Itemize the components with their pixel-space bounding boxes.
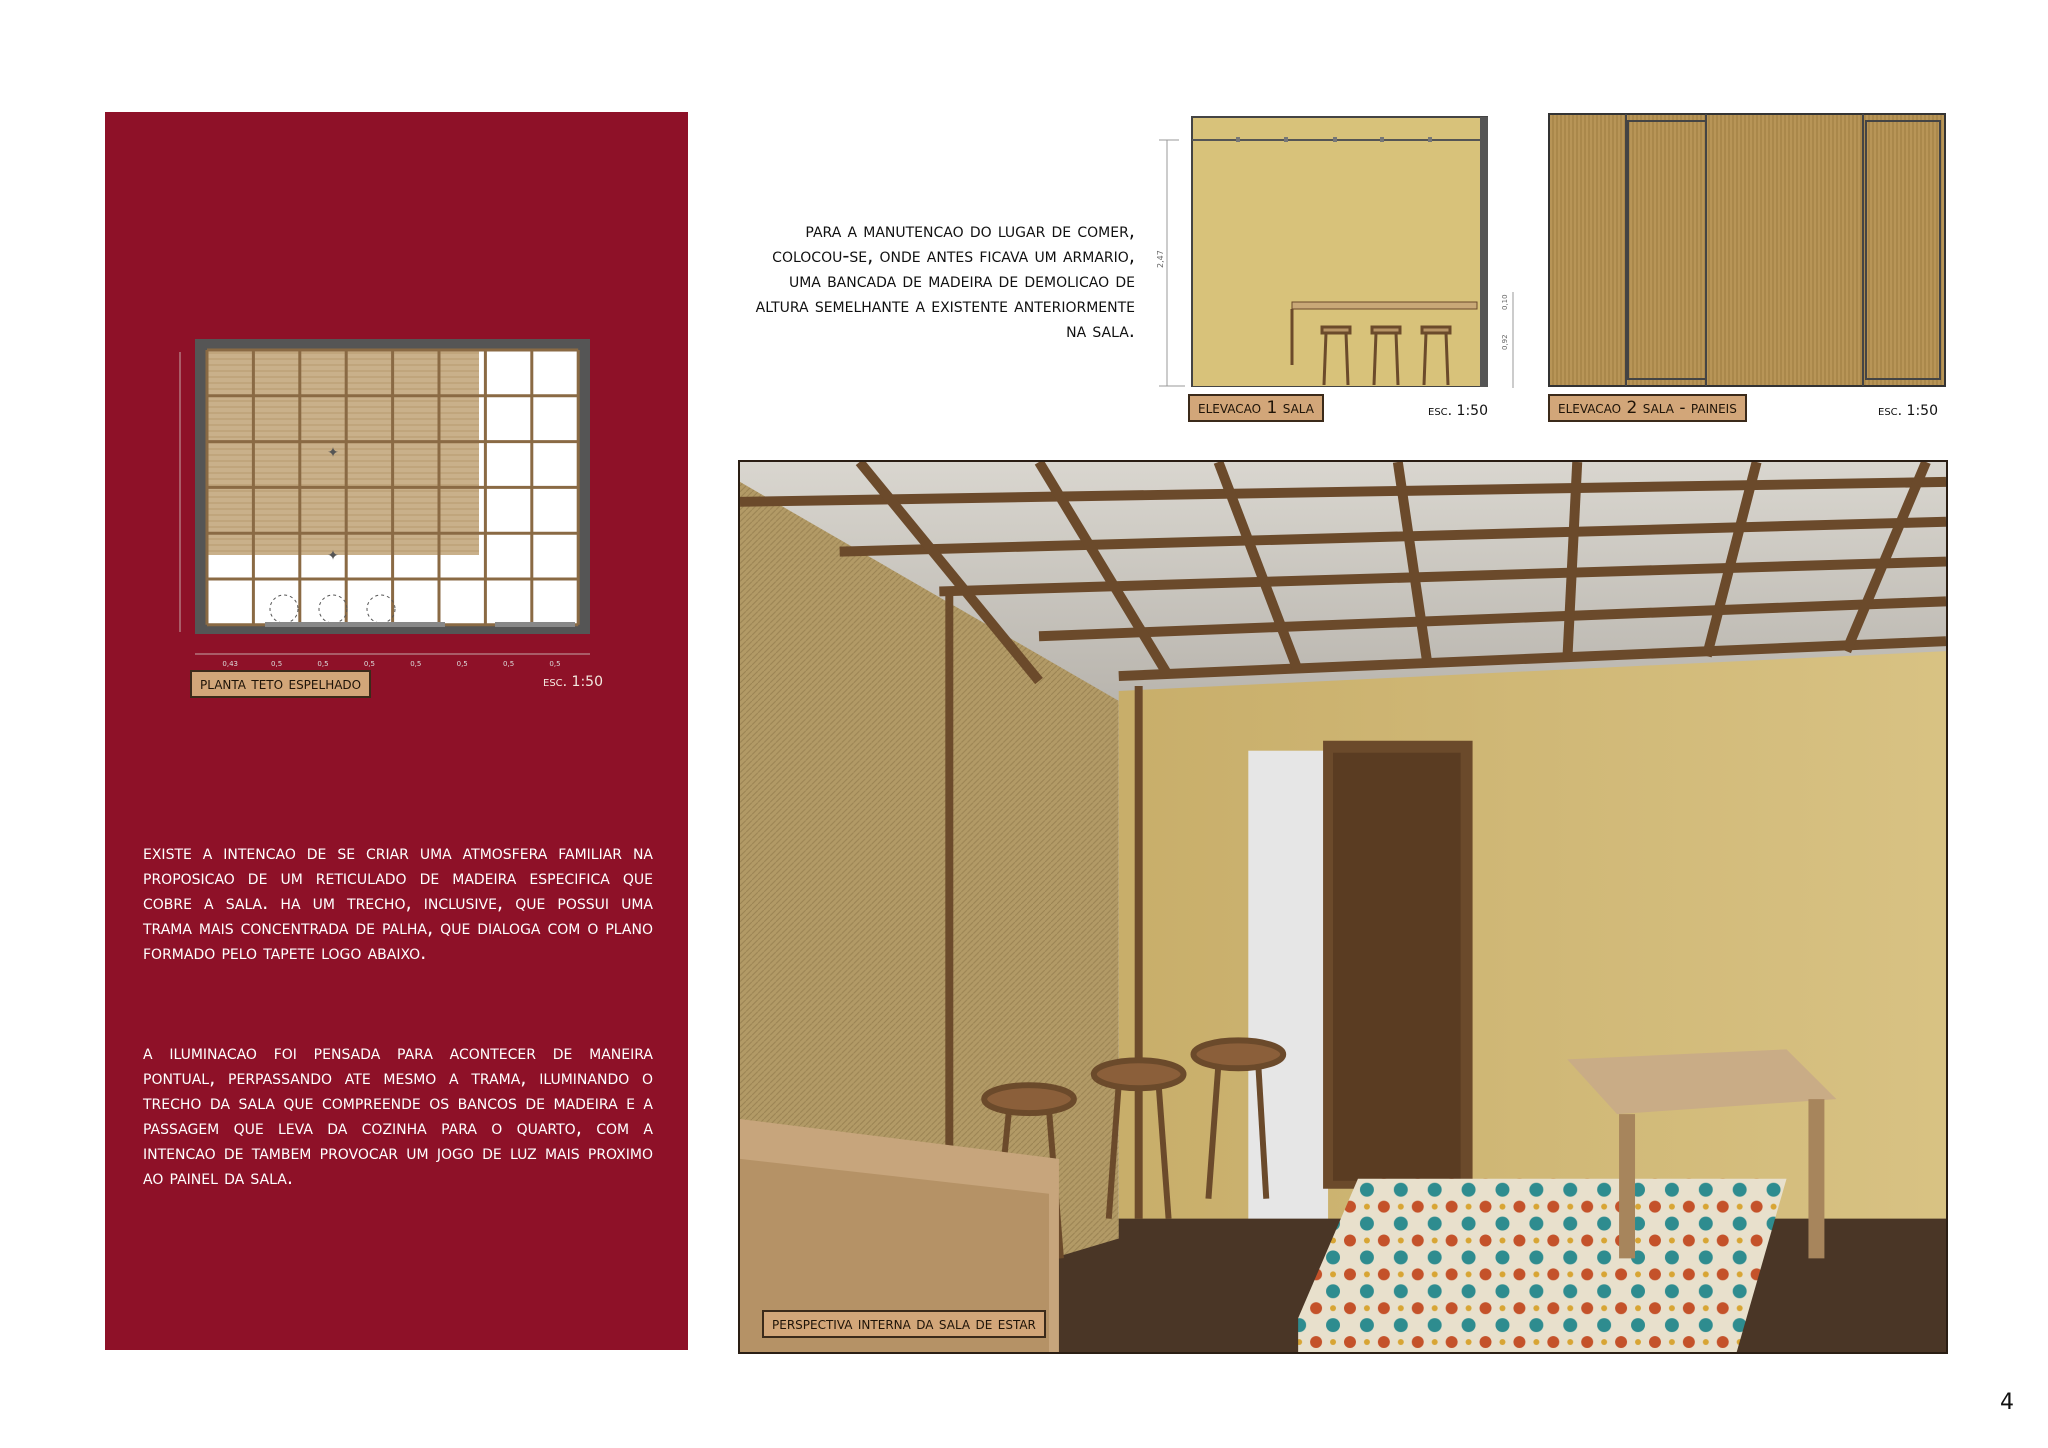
plan-scale: esc. 1:50: [543, 674, 603, 690]
plan-dimension-label: 0,5: [549, 660, 561, 668]
reflected-ceiling-plan: [165, 302, 605, 692]
plan-dimension-label: 0,43: [222, 660, 238, 668]
elevation-2-label: elevacao 2 sala - paineis: [1548, 394, 1747, 422]
perspective-label: perspectiva interna da sala de estar: [762, 1310, 1046, 1338]
page-number: 4: [2000, 1390, 2014, 1415]
plan-dimension-label: 0,5: [503, 660, 515, 668]
elevation-1-scale: esc. 1:50: [1428, 403, 1488, 419]
description-panel: [105, 112, 688, 1350]
elevation-2-scale: esc. 1:50: [1878, 403, 1938, 419]
dining-description: para a manutencao do lugar de comer, colocou-se, onde antes ficava um armario, uma bancada de madeira de demolicao de altura semelhante a existente anteriormente na sala.: [755, 219, 1135, 342]
plan-dimension-label: 0,5: [317, 660, 329, 668]
elevation-1-drawing: [1188, 115, 1493, 387]
dim-height-text: 2,47: [1156, 250, 1165, 268]
plan-label: planta teto espelhado: [190, 670, 371, 698]
plan-dimension-label: 0,5: [363, 660, 375, 668]
plan-dimension-label: 0,5: [271, 660, 283, 668]
description-paragraph-1: existe a intencao de se criar uma atmosfera familiar na proposicao de um reticulado de madeira especifica que cobre a sala. ha um trecho, inclusive, que possui uma trama mais concentrada de palha, que dialoga com o plano formado pelo tapete logo abaixo.: [143, 841, 653, 964]
elevation-2-drawing: [1548, 113, 1946, 387]
description-paragraph-2: a iluminacao foi pensada para acontecer de maneira pontual, perpassando ate mesmo a trama, iluminando o trecho da sala que compreende os bancos de madeira e a passagem que leva da cozinha para o quarto, com a intencao de tambem provocar um jogo de luz mais proximo ao painel da sala.: [143, 1041, 653, 1189]
svg-text:0,92: 0,92: [1501, 334, 1509, 350]
elevation-1-dim-left: [1155, 138, 1185, 388]
svg-text:✦: ✦: [327, 445, 339, 461]
elevation-1-dim-right: [1495, 290, 1525, 390]
plan-dimension-label: 0,5: [456, 660, 468, 668]
elevation-1-label: elevacao 1 sala: [1188, 394, 1324, 422]
svg-text:0,10: 0,10: [1501, 294, 1509, 310]
interior-perspective-render: [738, 460, 1948, 1354]
plan-dimension-label: 0,5: [410, 660, 422, 668]
svg-text:✦: ✦: [327, 548, 339, 564]
